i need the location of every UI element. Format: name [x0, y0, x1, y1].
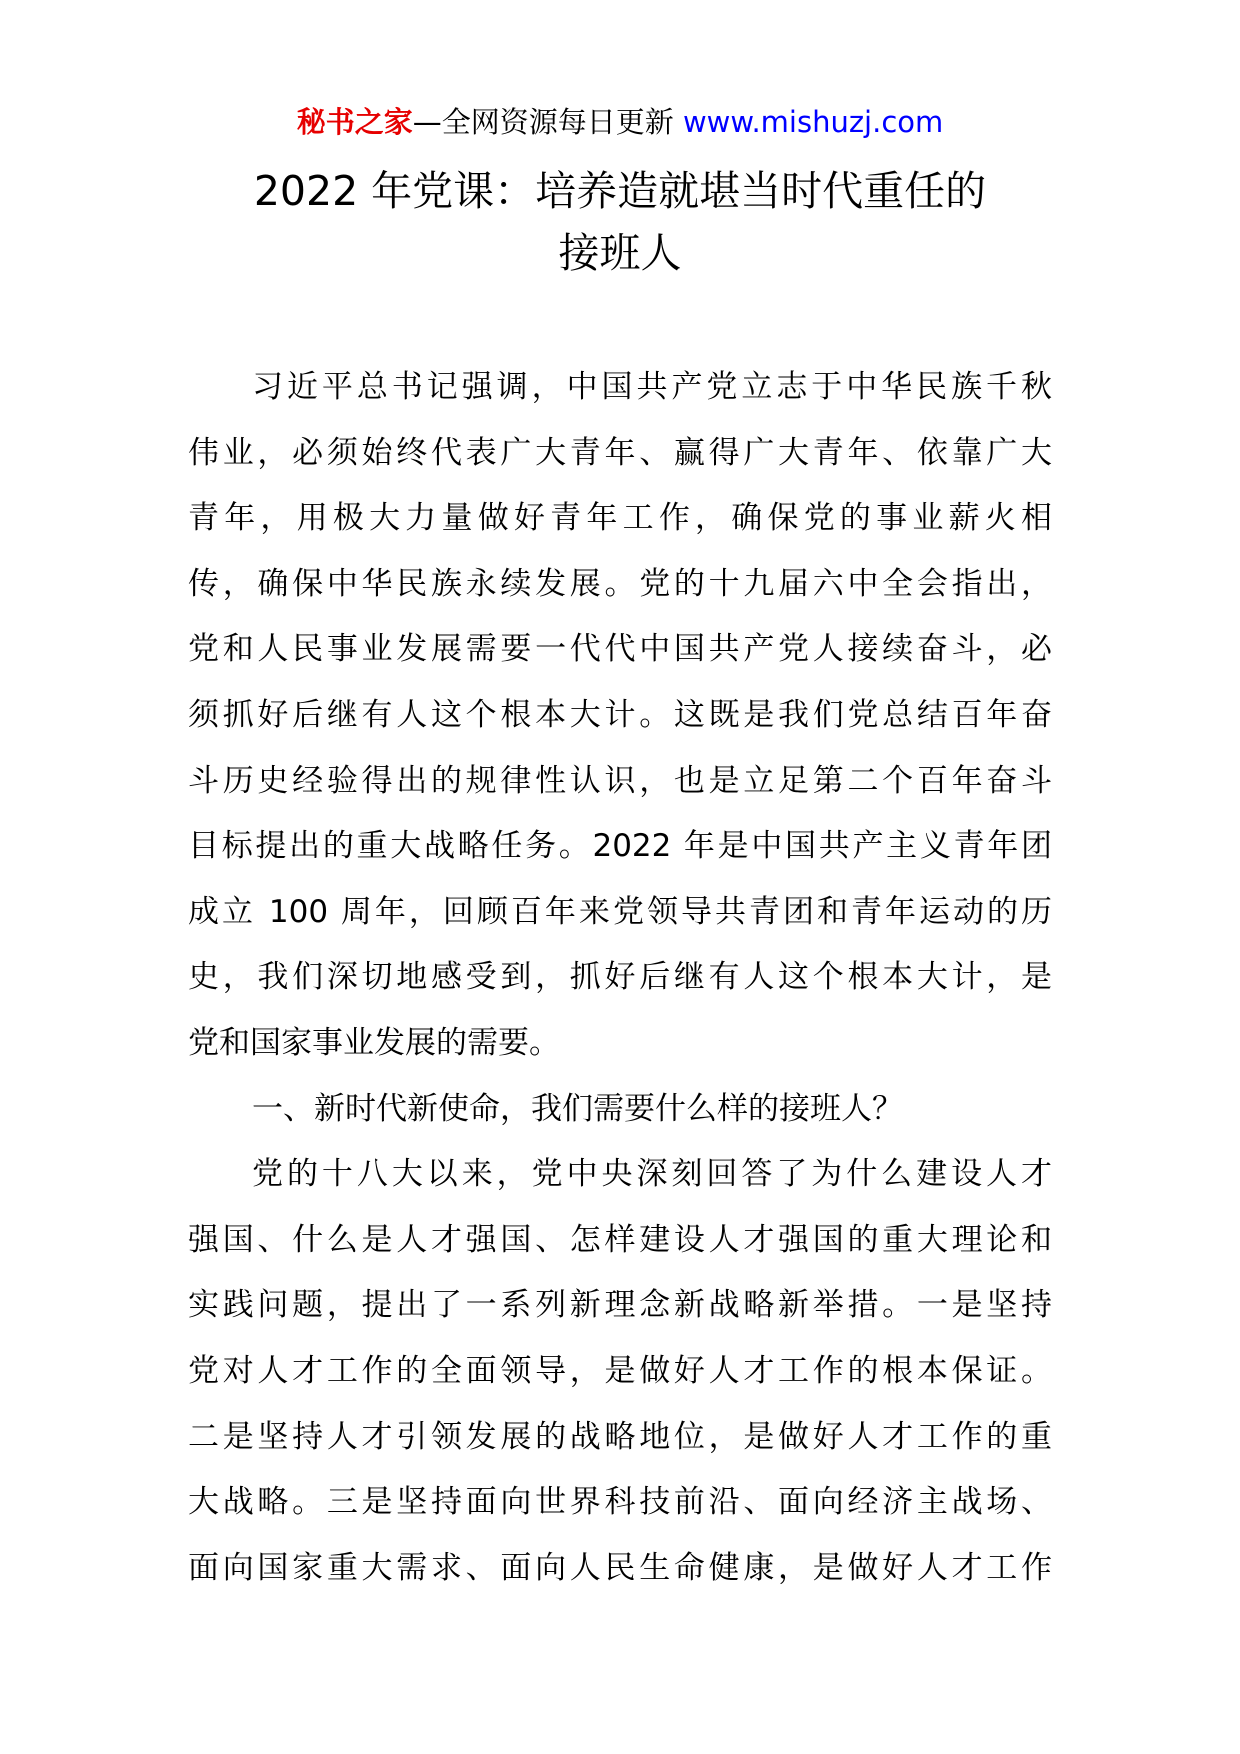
body-line: 青年，用极大力量做好青年工作，确保党的事业薪火相 — [188, 500, 1052, 537]
body-line: 党和国家事业发展的需要。 — [188, 1024, 560, 1061]
body-line: 党的十八大以来，党中央深刻回答了为什么建设人才 — [252, 1156, 1052, 1193]
body-line: 伟业，必须始终代表广大青年、赢得广大青年、依靠广大 — [188, 434, 1052, 471]
body-line: 传，确保中华民族永续发展。党的十九届六中全会指出， — [188, 565, 1052, 602]
header-tagline: —全网资源每日更新 — [412, 105, 674, 139]
body-line: 须抓好后继有人这个根本大计。这既是我们党总结百年奋 — [188, 696, 1052, 733]
document-body — [188, 355, 1052, 1601]
body-line: 二是坚持人才引领发展的战略地位，是做好人才工作的重 — [188, 1418, 1052, 1455]
body-line: 党对人才工作的全面领导，是做好人才工作的根本保证。 — [188, 1352, 1052, 1389]
body-line: 目标提出的重大战略任务。2022 年是中国共产主义青年团 — [188, 828, 1052, 865]
body-line: 党和人民事业发展需要一代代中国共产党人接续奋斗，必 — [188, 631, 1052, 668]
section-heading: 一、新时代新使命，我们需要什么样的接班人？ — [252, 1090, 903, 1127]
site-header — [0, 100, 1240, 144]
body-line: 习近平总书记强调，中国共产党立志于中华民族千秋 — [252, 369, 1052, 405]
body-line: 强国、什么是人才强国、怎样建设人才强国的重大理论和 — [188, 1221, 1052, 1258]
title-line-2: 接班人 — [558, 229, 682, 277]
body-line: 史，我们深切地感受到，抓好后继有人这个根本大计，是 — [188, 959, 1052, 996]
title-line-1: 2022 年党课：培养造就堪当时代重任的 — [253, 167, 987, 215]
body-line: 大战略。三是坚持面向世界科技前沿、面向经济主战场、 — [188, 1484, 1052, 1521]
body-line: 斗历史经验得出的规律性认识，也是立足第二个百年奋斗 — [188, 762, 1052, 799]
body-line: 实践问题，提出了一系列新理念新战略新举措。一是坚持 — [188, 1287, 1052, 1324]
page-title — [150, 160, 1090, 284]
body-line: 成立 100 周年，回顾百年来党领导共青团和青年运动的历 — [188, 893, 1052, 930]
body-line: 面向国家重大需求、面向人民生命健康，是做好人才工作 — [188, 1549, 1052, 1586]
site-url-link[interactable]: www.mishuzj.com — [682, 105, 944, 139]
brand-name: 秘书之家 — [296, 105, 413, 139]
